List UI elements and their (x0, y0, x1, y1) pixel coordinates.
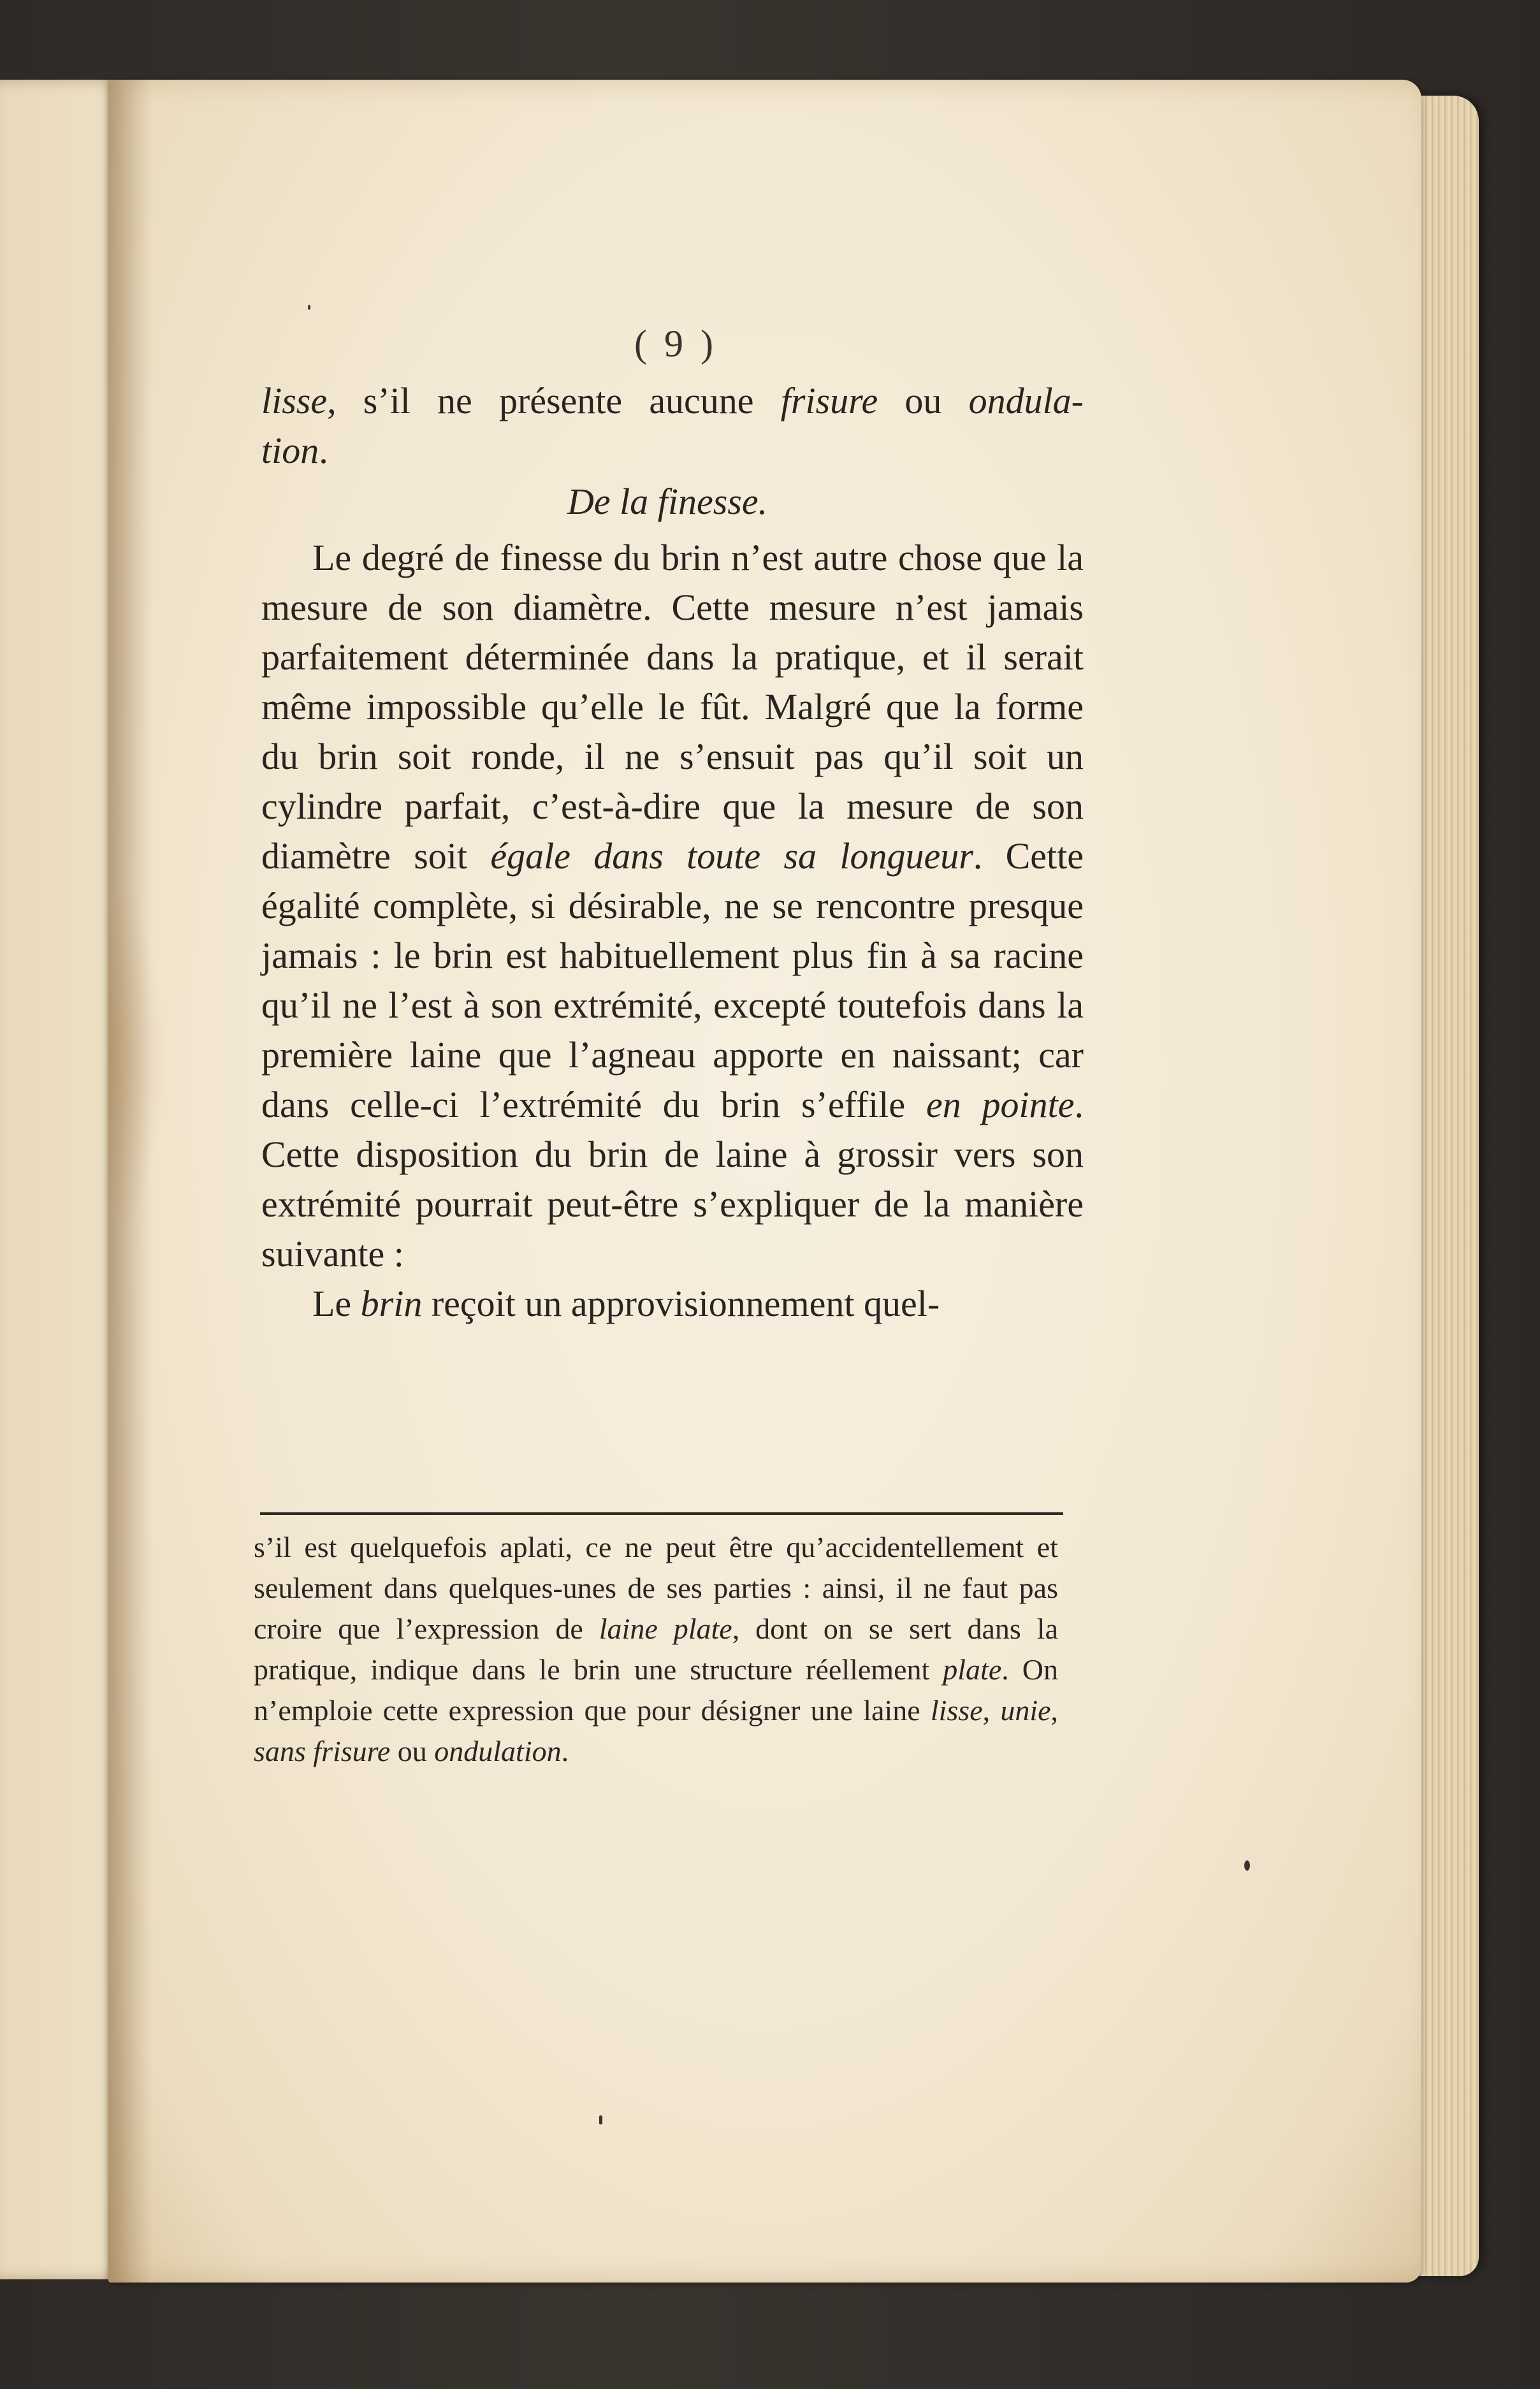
italic-term: unie (1000, 1694, 1051, 1727)
ink-speck (599, 2115, 602, 2124)
text-run: . (319, 430, 328, 471)
italic-term: tion (261, 430, 319, 471)
text-run: , s’il ne présente aucune (327, 380, 781, 421)
text-run: Le (312, 1283, 361, 1324)
body-text (261, 376, 1084, 1329)
italic-term: brin (360, 1283, 423, 1324)
italic-term: sans frisure (254, 1735, 391, 1767)
text-run: , (982, 1694, 1001, 1727)
page-number: ( 9 ) (634, 323, 717, 365)
text-run: . Cette disposition du brin de laine à grossir vers son extrémité pourrait peut-être s’expliquer de la manière suivante : (261, 1084, 1084, 1275)
italic-term: égale dans toute sa longueur (490, 835, 973, 877)
paragraph (261, 1279, 1084, 1329)
footnote (254, 1527, 1058, 1772)
italic-term: ondulation (434, 1735, 562, 1767)
italic-term: en pointe (926, 1084, 1075, 1125)
text-run: , (1050, 1694, 1059, 1727)
italic-term: lisse (261, 380, 328, 421)
text-run: . Cette égalité complète, si désirable, ne se rencontre presque jamais : le brin est habituellement plus fin à sa racine qu’il ne l’est à son extrémité, excepté toutefois dans la première laine que l’agneau apporte en naissant; car dans celle-ci l’extrémité du brin s’effile (261, 835, 1084, 1125)
text-run: . On n’emploie cette expression que pour désigner une laine (254, 1653, 1058, 1727)
text-run: Le degré de finesse du brin n’est autre chose que la mesure de son diamètre. Cette mesure n’est jamais parfaitement déterminée dans la pratique, et il serait même impossible qu’elle le fût. Malgré que la forme du brin soit ronde, il ne s’ensuit pas qu’il soit un cylindre parfait, c’est-à-dire que la mesure de son diamètre soit (261, 537, 1084, 877)
text-run: ou (878, 380, 969, 421)
continuation-line (261, 376, 1084, 426)
italic-term: lisse (930, 1694, 983, 1727)
italic-term: frisure (780, 380, 878, 421)
italic-term: plate (943, 1653, 1002, 1686)
paragraph (261, 533, 1084, 1279)
ink-speck (1244, 1860, 1250, 1871)
italic-term: ondula- (968, 380, 1084, 421)
footnote-rule (260, 1512, 1063, 1515)
text-run: . (561, 1735, 569, 1767)
text-run: reçoit un approvisionnement quel- (422, 1283, 940, 1324)
ink-speck (308, 305, 310, 310)
text-run: s’il est quelquefois aplati, ce ne peut être qu’accidentellement et seulement dans quelques-unes de ses parties : ainsi, il ne faut pas croire que l’expression de (254, 1531, 1058, 1645)
section-heading: De la finesse. (567, 481, 768, 522)
text-run: , dont on se sert dans la pratique, indique dans le brin une structure réellement (254, 1612, 1058, 1686)
text-run: ou (390, 1735, 435, 1767)
italic-term: laine plate (599, 1612, 732, 1645)
continuation-end (261, 426, 1084, 476)
paper-stain (108, 880, 166, 1237)
